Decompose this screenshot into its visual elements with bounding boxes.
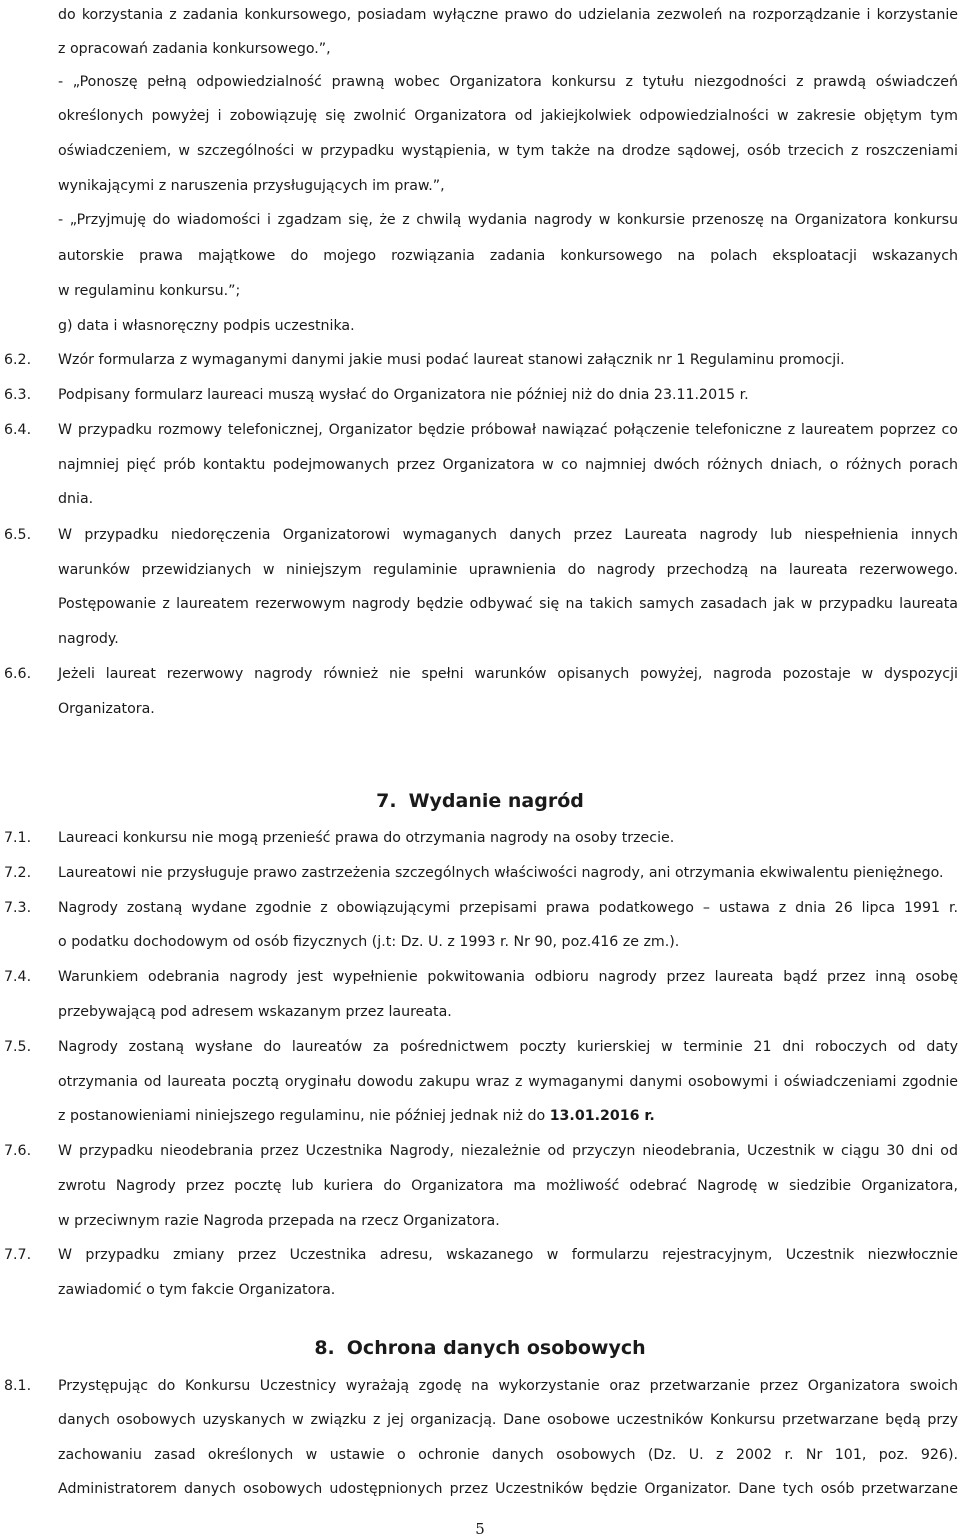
intro-line: określonych powyżej i zobowiązuję się zwolnić Organizatora od jakiejkolwiek odpowiedzialności w zakresie objętym tym [58,108,958,124]
clause-line: Warunkiem odebrania nagrody jest wypełnienie pokwitowania odbioru nagrody przez laureata bądź przez inną osobę [58,969,958,985]
clause-number: 6.6. [4,666,32,682]
clause-line: Nagrody zostaną wydane zgodnie z obowiązującymi przepisami prawa podatkowego – ustawa z dnia 26 lipca 1991 r. [58,900,958,916]
clause-line: zachowaniu zasad określonych w ustawie o ochronie danych osobowych (Dz. U. z 2002 r. Nr 101, poz. 926). [58,1447,958,1463]
clause-line: najmniej pięć prób kontaktu podejmowanych przez Organizatora w co najmniej dwóch różnych dniach, o różnych porach [58,457,958,473]
clause-number: 6.2. [4,352,32,368]
clause-line: W przypadku niedoręczenia Organizatorowi wymaganych danych przez Laureata nagrody lub niespełnienia innych [58,527,958,543]
clause-line: Podpisany formularz laureaci muszą wysłać do Organizatora nie później niż do dnia 23.11.2015 r. [58,387,749,403]
section-heading-title: Ochrona danych osobowych [346,1337,646,1359]
clause-line: Laureatowi nie przysługuje prawo zastrzeżenia szczególnych właściwości nagrody, ani otrzymania ekwiwalentu pieniężnego. [58,865,944,881]
intro-line: - „Ponoszę pełną odpowiedzialność prawną wobec Organizatora konkursu z tytułu niezgodności z prawdą oświadczeń [58,74,958,90]
clause-number: 7.1. [4,830,32,846]
clause-line: otrzymania od laureata pocztą oryginału dowodu zakupu wraz z wymaganymi danymi osobowymi i oświadczeniami zgodnie [58,1074,958,1090]
clause-line: nagrody. [58,631,119,647]
intro-line: wynikającymi z naruszenia przysługujących im praw.”, [58,178,445,194]
clause-line: warunków przewidzianych w niniejszym regulaminie uprawnienia do nagrody przechodzą na laureata rezerwowego. [58,562,958,578]
intro-line: oświadczeniem, w szczególności w przypadku wystąpienia, w tym także na drodze sądowej, osób trzecich z roszczeniami [58,143,958,159]
clause-number: 7.4. [4,969,32,985]
clause-number: 7.2. [4,865,32,881]
clause-line: o podatku dochodowym od osób fizycznych (j.t: Dz. U. z 1993 r. Nr 90, poz.416 ze zm.). [58,934,680,950]
clause-line: Przystępując do Konkursu Uczestnicy wyrażają zgodę na wykorzystanie oraz przetwarzanie przez Organizatora swoich [58,1378,958,1394]
clause-line: dnia. [58,491,94,507]
section-heading-number: 8. [314,1337,335,1359]
clause-number: 7.5. [4,1039,32,1055]
clause-line: W przypadku nieodebrania przez Uczestnika Nagrody, niezależnie od przyczyn nieodebrania, Uczestnik w ciągu 30 dni od [58,1143,958,1159]
clause-line: zwrotu Nagrody przez pocztę lub kuriera do Organizatora ma możliwość odebrać Nagrodę w siedzibie Organizatora, [58,1178,958,1194]
section-heading [0,1336,960,1360]
clause-line-text: z postanowieniami niniejszego regulaminu, nie później jednak niż do [58,1108,550,1124]
clause-line: W przypadku rozmowy telefonicznej, Organizator będzie próbował nawiązać połączenie telefoniczne z laureatem poprzez co [58,422,958,438]
clause-line: Laureaci konkursu nie mogą przenieść prawa do otrzymania nagrody na osoby trzecie. [58,830,675,846]
deadline-date: 13.01.2016 r. [549,1108,655,1124]
intro-line: - „Przyjmuję do wiadomości i zgadzam się, że z chwilą wydania nagrody w konkursie przenoszę na Organizatora konkursu [58,212,958,228]
clause-number: 6.5. [4,527,32,543]
clause-line: Nagrody zostaną wysłane do laureatów za pośrednictwem poczty kurierskiej w terminie 21 dni roboczych od daty [58,1039,958,1055]
intro-line: autorskie prawa majątkowe do mojego rozwiązania zadania konkursowego na polach eksploatacji wskazanych [58,248,958,264]
section-heading-title: Wydanie nagród [408,790,584,812]
clause-line: Wzór formularza z wymaganymi danymi jakie musi podać laureat stanowi załącznik nr 1 Regulaminu promocji. [58,352,845,368]
clause-number: 7.7. [4,1247,32,1263]
clause-number: 6.4. [4,422,32,438]
clause-line: przebywającą pod adresem wskazanym przez laureata. [58,1004,452,1020]
intro-line: z opracowań zadania konkursowego.”, [58,41,331,57]
clause-line [58,1107,655,1125]
clause-line: Postępowanie z laureatem rezerwowym nagrody będzie odbywać się na takich samych zasadach jak w przypadku laureata [58,596,958,612]
section-heading [0,789,960,813]
intro-line: do korzystania z zadania konkursowego, posiadam wyłączne prawo do udzielania zezwoleń na rozporządzanie i korzystanie [58,7,958,23]
clause-line: Organizatora. [58,701,155,717]
clause-line: zawiadomić o tym fakcie Organizatora. [58,1282,336,1298]
clause-number: 7.3. [4,900,32,916]
clause-line: W przypadku zmiany przez Uczestnika adresu, wskazanego w formularzu rejestracyjnym, Uczestnik niezwłocznie [58,1247,958,1263]
intro-line: g) data i własnoręczny podpis uczestnika. [58,318,355,334]
clause-number: 8.1. [4,1378,32,1394]
clause-number: 7.6. [4,1143,32,1159]
clause-line: Administratorem danych osobowych udostępnionych przez Uczestników będzie Organizator. Dane tych osób przetwarzane [58,1481,958,1497]
clause-line: w przeciwnym razie Nagroda przepada na rzecz Organizatora. [58,1213,500,1229]
clause-number: 6.3. [4,387,32,403]
section-heading-number: 7. [376,790,397,812]
page-number: 5 [475,1520,485,1538]
clause-line: danych osobowych uzyskanych w związku z jej organizacją. Dane osobowe uczestników Konkursu przetwarzane będą przy [58,1412,958,1428]
intro-line: w regulaminu konkursu.”; [58,283,241,299]
clause-line: Jeżeli laureat rezerwowy nagrody również nie spełni warunków opisanych powyżej, nagroda pozostaje w dyspozycji [58,666,958,682]
